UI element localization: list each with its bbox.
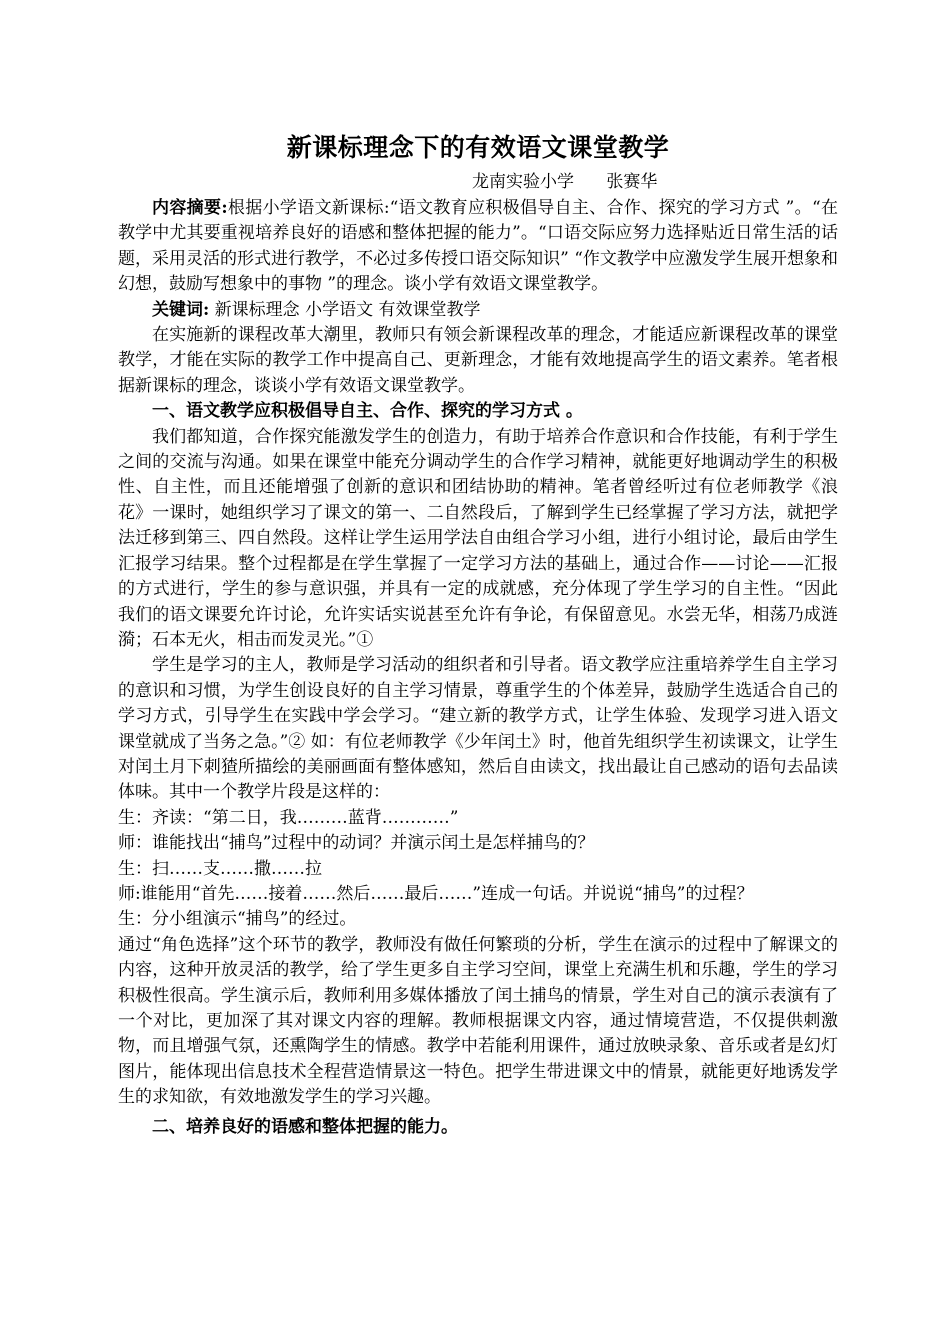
- dialog-line: 生：扫……支……撒……拉: [118, 858, 322, 879]
- document-title: 新课标理念下的有效语文课堂教学: [286, 133, 670, 162]
- section1-paragraph-1: 我们都知道，合作探究能激发学生的创造力，有助于培养合作意识和合作技能，有利于学生之间的交流与沟通。如果在课堂中能充分调动学生的合作学习精神，就能更好地调动学生的积极性、自主性，而且还能增强了创新的意识和团结协助的精神。笔者曾经听过有位老师教学《浪花》一课时，她组织学习了课文的第一、二自然段后，了解到学生已经掌握了学习方法，就把学法迁移到第三、四自然段。这样让学生运用学法自由组合学习小组，进行小组讨论，最后由学生汇报学习结果。整个过程都是在学生掌握了一定学习方法的基础上，通过合作——讨论——汇报的方式进行，学生的参与意识强，并具有一定的成就感，充分体现了学生学习的自主性。“因此我们的语文课要允许讨论，允许实话实说甚至允许有争论，有保留意见。水尝无华，相荡乃成涟漪；石本无火，相击而发灵光。”①: [118, 426, 838, 650]
- section1-paragraph-2: 学生是学习的主人，教师是学习活动的组织者和引导者。语文教学应注重培养学生自主学习的意识和习惯，为学生创设良好的自主学习情景，尊重学生的个体差异，鼓励学生选适合自己的学习方式，引导学生在实践中学会学习。“建立新的教学方式，让学生体验、发现学习进入语文课堂就成了当务之急。”② 如：有位老师教学《少年闰土》时，他首先组织学生初读课文，让学生对闰土月下刺猹所描绘的美丽画面有整体感知，然后自由读文，找出最让自己感动的语句去品读体味。其中一个教学片段是这样的：: [118, 655, 838, 803]
- document-page: [118, 128, 838, 1140]
- abstract-text: 根据小学语文新课标:“语文教育应积极倡导自主、合作、探究的学习方式 ”。“在教学中尤其要重视培养良好的语感和整体把握的能力”。“口语交际应努力选择贴近日常生活的话题，采用灵活的形式进行教学，不必过多传授口语交际知识” “作文教学中应激发学生展开想象和幻想，鼓励写想象中的事物 ”的理念。谈小学有效语文课堂教学。: [118, 198, 838, 295]
- dialog-line: 师：谁能找出“捕鸟”过程中的动词？并演示闰土是怎样捕鸟的？: [118, 833, 595, 854]
- intro-paragraph: 在实施新的课程改革大潮里，教师只有领会新课程改革的理念，才能适应新课程改革的课堂教学，才能在实际的教学工作中提高自己、更新理念，才能有效地提高学生的语文素养。笔者根据新课标的理念，谈谈小学有效语文课堂教学。: [118, 325, 838, 396]
- abstract-paragraph: [118, 196, 838, 298]
- abstract-label: 内容摘要:: [152, 198, 228, 218]
- keywords-paragraph: [118, 298, 838, 323]
- section1-paragraph-3: 通过“角色选择”这个环节的教学，教师没有做任何繁琐的分析，学生在演示的过程中了解课文的内容，这种开放灵活的教学，给了学生更多自主学习空间，课堂上充满生机和乐趣，学生的学习积极性很高。学生演示后，教师利用多媒体播放了闰土捕鸟的情景，学生对自己的演示表演有了一个对比，更加深了其对课文内容的理解。教师根据课文内容，通过情境营造，不仅提供刺激物，而且增强气氛，还熏陶学生的情感。教学中若能利用课件，通过放映录象、音乐或者是幻灯图片，能体现出信息技术全程营造情景这一特色。把学生带进课文中的情景，就能更好地诱发学生的求知欲，有效地激发学生的学习兴趣。: [118, 934, 838, 1108]
- dialog-line: 生：分小组演示“捕鸟”的经过。: [118, 909, 357, 930]
- section-heading-2: 二、培养良好的语感和整体把握的能力。: [152, 1116, 458, 1137]
- keywords-label: 关键词:: [152, 299, 210, 320]
- author-line: 龙南实验小学 张赛华: [472, 172, 658, 192]
- section-heading-1: 一、语文教学应积极倡导自主、合作、探究的学习方式 。: [152, 401, 583, 422]
- keywords-text: 新课标理念 小学语文 有效课堂教学: [209, 299, 481, 320]
- dialog-line: 生：齐读：“第二日，我………蓝背…………”: [118, 807, 459, 828]
- dialog-line: 师:谁能用“首先……接着……然后……最后……”连成一句话。并说说“捕鸟”的过程？: [118, 883, 754, 904]
